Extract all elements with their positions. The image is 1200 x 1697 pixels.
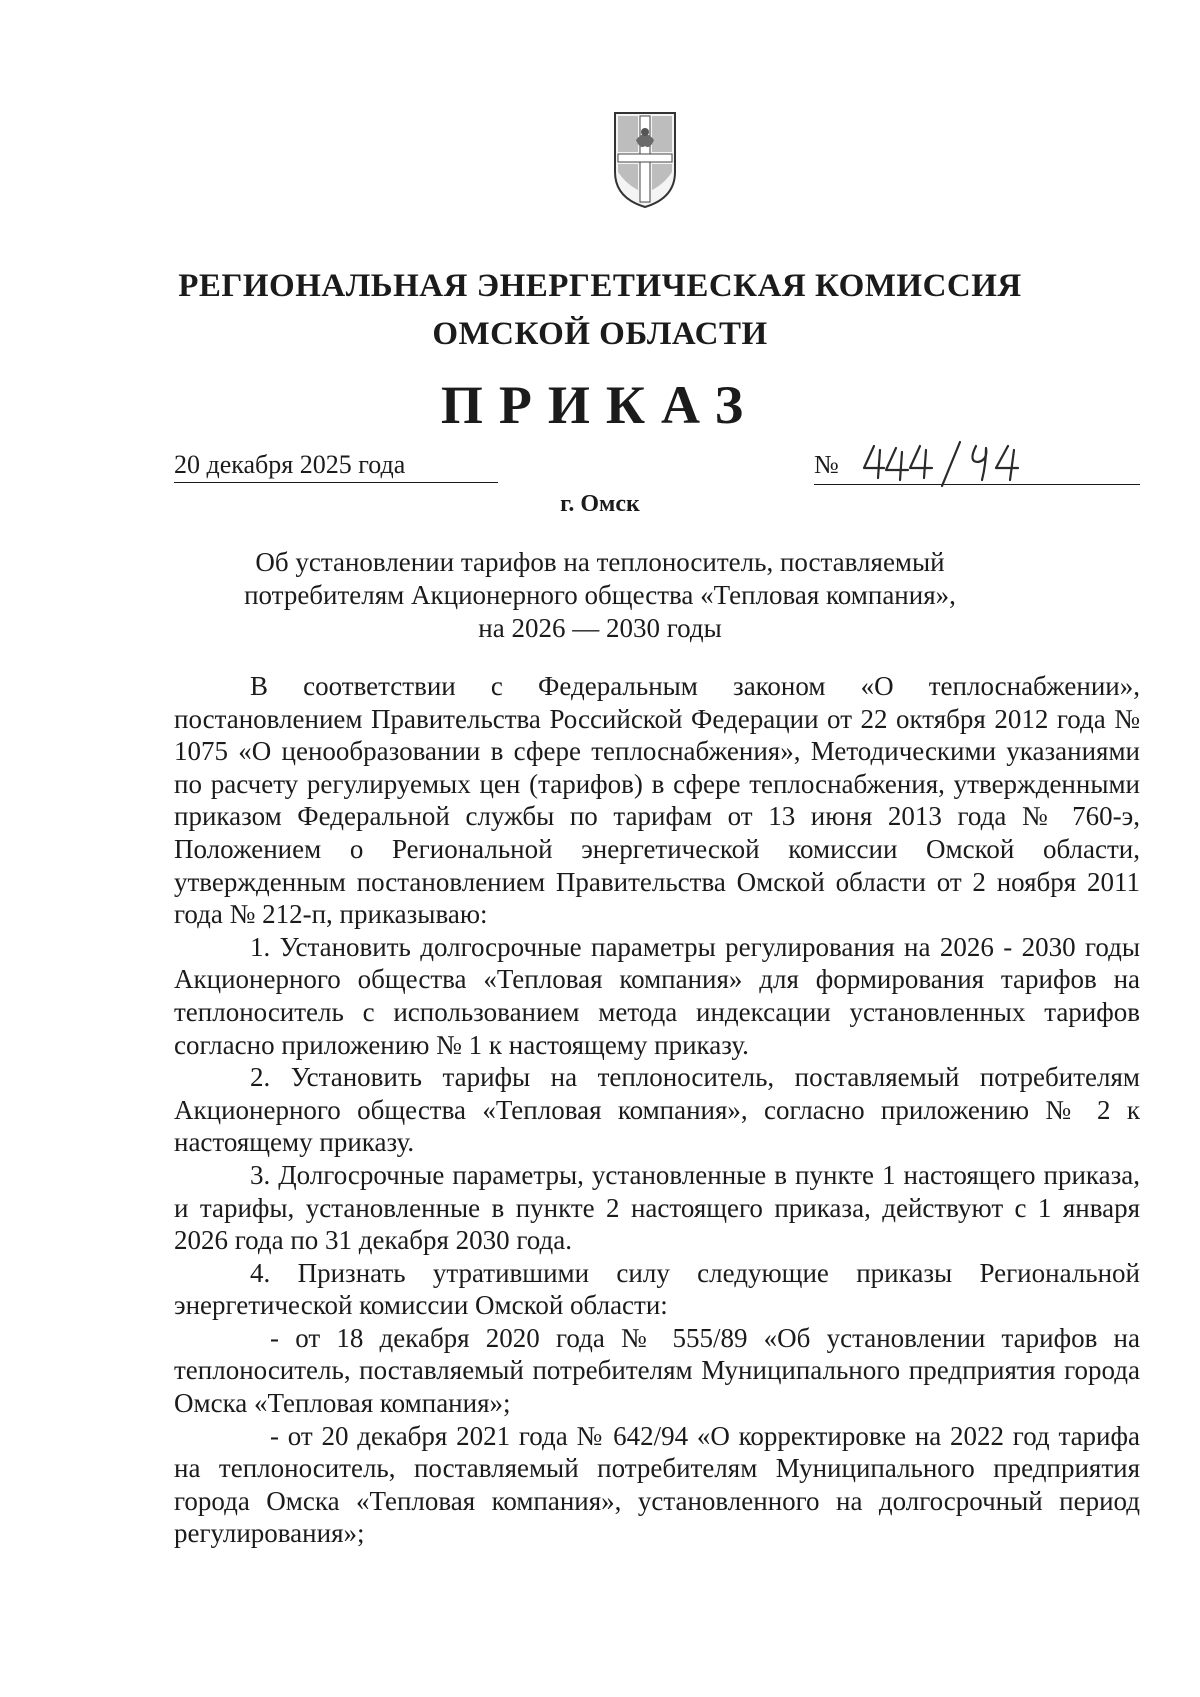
item-2-paragraph: 2. Установить тарифы на теплоноситель, поставляемый потребителям Акционерного общества «Тепловая компания», согласно приложению № 2 к настоящему приказу. bbox=[174, 1062, 1140, 1158]
subject-line: Об установлении тарифов на теплоноситель, поставляемый bbox=[255, 547, 945, 577]
organization-name-line2: ОМСКОЙ ОБЛАСТИ bbox=[432, 316, 768, 352]
item-4-paragraph: 4. Признать утратившими силу следующие приказы Региональной энергетической комиссии Омской области: bbox=[174, 1257, 1140, 1321]
repealed-order-item: - от 20 декабря 2021 года № 642/94 «О корректировке на 2022 год тарифа на теплоноситель, поставляемый потребителям Муниципального предприятия города Омска «Тепловая компания», установленного на долгосрочный период регулирования»; bbox=[174, 1420, 1140, 1549]
number-sign: № bbox=[814, 450, 839, 479]
repealed-order-item: - от 18 декабря 2020 года № 555/89 «Об установлении тарифов на теплоноситель, поставляемый потребителям Муниципального предприятия города Омска «Тепловая компания»; bbox=[174, 1322, 1140, 1419]
city-label: г. Омск bbox=[560, 491, 640, 517]
item-1-paragraph: 1. Установить долгосрочные параметры регулирования на 2026 - 2030 годы Акционерного общества «Тепловая компания» для формирования тарифов на теплоноситель с использованием метода индексации установленных тарифов согласно приложению № 1 к настоящему приказу. bbox=[174, 931, 1140, 1060]
order-date: 20 декабря 2025 года bbox=[174, 448, 498, 483]
handwritten-order-number bbox=[860, 438, 1030, 488]
subject-line: на 2026 — 2030 годы bbox=[478, 613, 722, 643]
order-number-field bbox=[814, 448, 1140, 485]
subject-line: потребителям Акционерного общества «Тепловая компания», bbox=[244, 580, 956, 610]
document-type-title: ПРИКАЗ bbox=[440, 375, 760, 435]
order-body bbox=[174, 670, 1140, 1550]
organization-name-line1: РЕГИОНАЛЬНАЯ ЭНЕРГЕТИЧЕСКАЯ КОМИССИЯ bbox=[178, 268, 1022, 304]
item-3-paragraph: 3. Долгосрочные параметры, установленные в пункте 1 настоящего приказа, и тарифы, установленные в пункте 2 настоящего приказа, действуют с 1 января 2026 года по 31 декабря 2030 года. bbox=[174, 1159, 1140, 1256]
preamble-paragraph: В соответствии с Федеральным законом «О теплоснабжении», постановлением Правительства Российской Федерации от 22 октября 2012 года № 1075 «О ценообразовании в сфере теплоснабжения», Методическими указаниями по расчету регулируемых цен (тарифов) в сфере теплоснабжения, утвержденными приказом Федеральной службы по тарифам от 13 июня 2013 года № 760-э, Положением о Региональной энергетической комиссии Омской области, утвержденным постановлением Правительства Омской области от 2 ноября 2011 года № 212-п, приказываю: bbox=[174, 671, 1140, 930]
omsk-coat-of-arms-icon bbox=[612, 110, 678, 210]
order-subject bbox=[200, 546, 1000, 645]
